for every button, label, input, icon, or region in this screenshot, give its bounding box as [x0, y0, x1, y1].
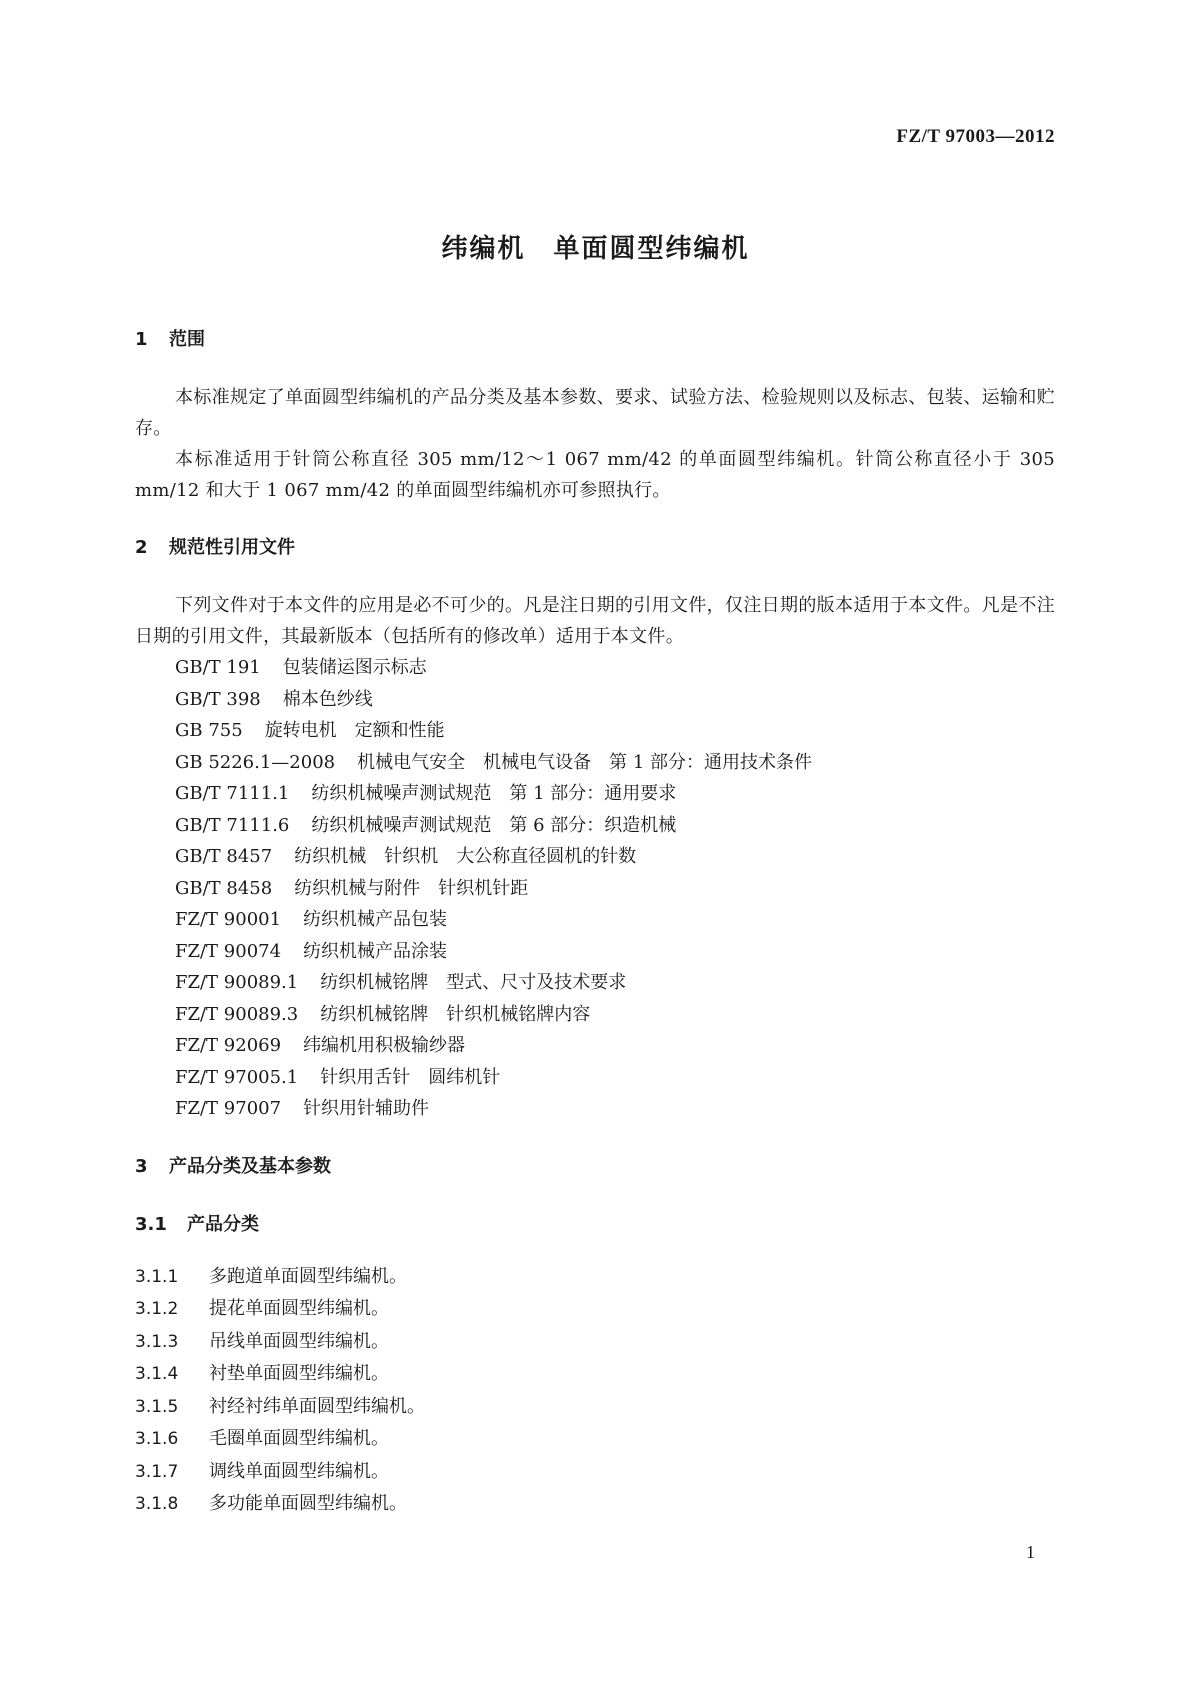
reference-title: 纺织机械铭牌 型式、尺寸及技术要求	[320, 972, 627, 993]
reference-code: FZ/T 97007	[175, 1098, 282, 1119]
reference-item	[135, 1030, 1055, 1062]
reference-title: 包装储运图示标志	[282, 657, 427, 678]
reference-item	[135, 652, 1055, 684]
reference-code: FZ/T 92069	[175, 1035, 282, 1056]
reference-title: 纺织机械铭牌 针织机械铭牌内容	[320, 1003, 591, 1025]
clause-text: 毛圈单面圆型纬编机。	[209, 1428, 389, 1449]
reference-code: FZ/T 90074	[175, 940, 282, 962]
reference-title: 针织用针辅助件	[303, 1098, 430, 1119]
clause-item	[135, 1456, 1055, 1489]
clause-number: 3.1.8	[135, 1494, 179, 1514]
reference-title: 纺织机械噪声测试规范 第 6 部分：织造机械	[311, 814, 677, 836]
reference-item	[135, 873, 1055, 905]
reference-title: 纺织机械 针织机 大公称直径圆机的针数	[294, 846, 637, 867]
subsection-heading-product-classification	[135, 1213, 1055, 1237]
reference-code: GB/T 8458	[175, 877, 273, 899]
reference-code: FZ/T 90089.3	[175, 1003, 299, 1025]
reference-code: FZ/T 90089.1	[175, 972, 299, 993]
reference-code: GB/T 398	[175, 688, 261, 710]
clause-number: 3.1.7	[135, 1461, 179, 1482]
reference-item	[135, 936, 1055, 968]
reference-title: 纺织机械产品包装	[303, 909, 448, 930]
clause-text: 多功能单面圆型纬编机。	[209, 1493, 407, 1514]
reference-title: 机械电气安全 机械电气设备 第 1 部分：通用技术条件	[357, 751, 813, 773]
reference-item	[135, 747, 1055, 779]
clause-list	[135, 1261, 1055, 1521]
clause-item	[135, 1261, 1055, 1294]
reference-code: GB/T 7111.6	[175, 814, 290, 836]
reference-list	[135, 652, 1055, 1125]
reference-item	[135, 778, 1055, 810]
reference-title: 旋转电机 定额和性能	[264, 720, 445, 741]
clause-number: 3.1.2	[135, 1299, 179, 1319]
reference-item	[135, 841, 1055, 873]
clause-item	[135, 1488, 1055, 1521]
reference-title: 针织用舌针 圆纬机针	[320, 1066, 501, 1088]
clause-item	[135, 1391, 1055, 1424]
section-title: 范围	[169, 329, 205, 350]
clause-text: 提花单面圆型纬编机。	[209, 1298, 389, 1319]
clause-item	[135, 1358, 1055, 1391]
clause-text: 调线单面圆型纬编机。	[209, 1460, 389, 1482]
clause-number: 3.1.5	[135, 1396, 179, 1417]
clause-text: 吊线单面圆型纬编机。	[209, 1330, 389, 1352]
reference-code: GB/T 7111.1	[175, 783, 290, 804]
scope-paragraph: 本标准适用于针筒公称直径 305 mm/12～1 067 mm/42 的单面圆型纬编机。针筒公称直径小于 305 mm/12 和大于 1 067 mm/42 的单面圆型纬编机亦可参照执行。	[135, 449, 1055, 501]
reference-code: GB 755	[175, 720, 243, 741]
reference-title: 纺织机械与附件 针织机针距	[294, 877, 529, 899]
clause-item	[135, 1423, 1055, 1456]
clause-number: 3.1.1	[135, 1266, 179, 1287]
section-number: 1	[135, 329, 148, 350]
section-title: 产品分类及基本参数	[169, 1155, 331, 1177]
page-number: 1	[1026, 1542, 1035, 1562]
reference-item	[135, 810, 1055, 842]
clause-item	[135, 1326, 1055, 1359]
reference-item	[135, 904, 1055, 936]
reference-code: GB/T 191	[175, 657, 261, 678]
reference-title: 纬编机用积极输纱器	[303, 1035, 466, 1056]
reference-code: GB/T 8457	[175, 846, 273, 867]
section-number: 2	[135, 537, 148, 558]
reference-item	[135, 1093, 1055, 1125]
reference-title: 纺织机械噪声测试规范 第 1 部分：通用要求	[311, 783, 677, 804]
section-number: 3	[135, 1155, 148, 1177]
reference-item	[135, 715, 1055, 747]
reference-title: 纺织机械产品涂装	[303, 940, 448, 962]
clause-text: 衬垫单面圆型纬编机。	[209, 1363, 389, 1384]
clause-number: 3.1.4	[135, 1364, 179, 1384]
clause-text: 衬经衬纬单面圆型纬编机。	[209, 1395, 425, 1417]
document-title: 纬编机 单面圆型纬编机	[441, 234, 750, 264]
document-body	[135, 328, 1055, 1521]
section-heading-normative-references	[135, 536, 1055, 560]
reference-code: FZ/T 90001	[175, 909, 282, 930]
reference-item	[135, 999, 1055, 1031]
subsection-number: 3.1	[135, 1213, 167, 1235]
reference-title: 棉本色纱线	[282, 688, 373, 710]
clause-text: 多跑道单面圆型纬编机。	[209, 1265, 407, 1287]
section-heading-scope	[135, 328, 1055, 352]
clause-number: 3.1.6	[135, 1429, 179, 1449]
clause-item	[135, 1293, 1055, 1326]
scope-paragraph: 本标准规定了单面圆型纬编机的产品分类及基本参数、要求、试验方法、检验规则以及标志、包装、运输和贮存。	[135, 387, 1055, 439]
references-intro: 下列文件对于本文件的应用是必不可少的。凡是注日期的引用文件，仅注日期的版本适用于本文件。凡是不注日期的引用文件，其最新版本（包括所有的修改单）适用于本文件。	[135, 595, 1055, 647]
reference-item	[135, 684, 1055, 716]
subsection-title: 产品分类	[187, 1213, 259, 1235]
clause-number: 3.1.3	[135, 1331, 179, 1352]
standard-code: FZ/T 97003—2012	[896, 126, 1055, 147]
reference-item	[135, 967, 1055, 999]
reference-code: GB 5226.1—2008	[175, 751, 336, 773]
section-heading-classification	[135, 1155, 1055, 1179]
reference-code: FZ/T 97005.1	[175, 1066, 299, 1088]
reference-item	[135, 1062, 1055, 1094]
section-title: 规范性引用文件	[169, 537, 295, 558]
